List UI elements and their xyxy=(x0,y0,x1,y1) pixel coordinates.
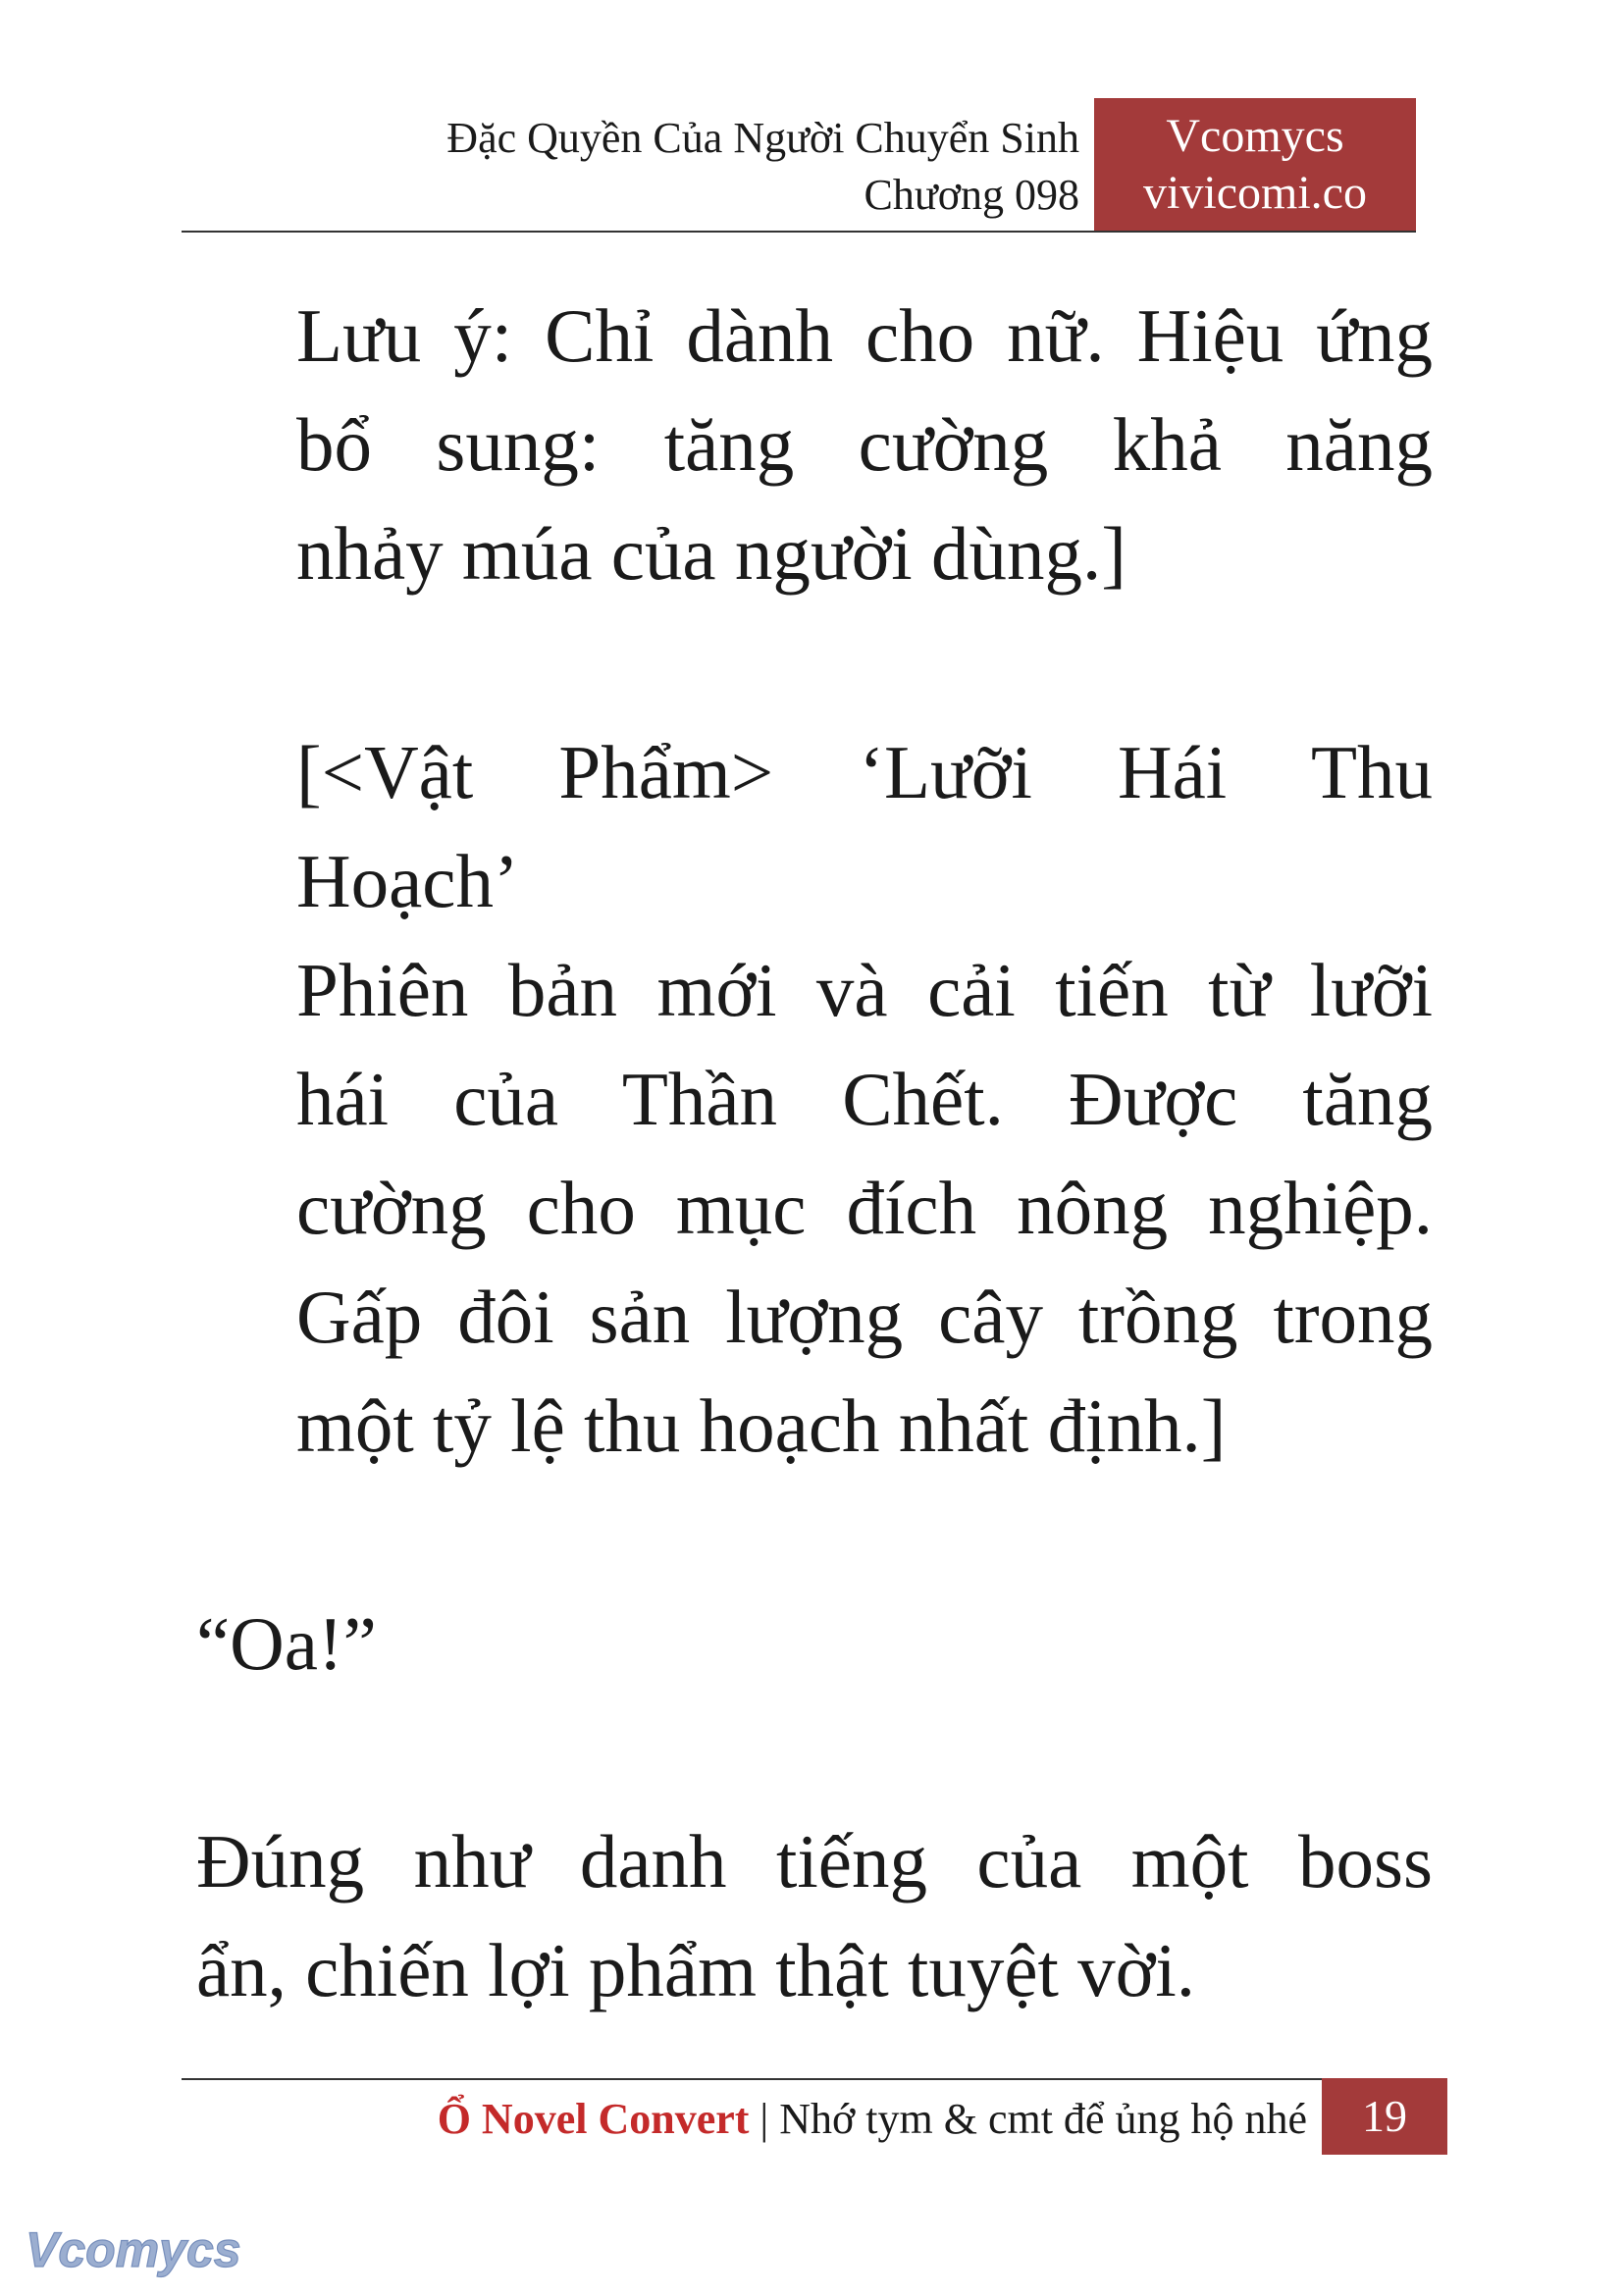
text-line: [<Vật Phẩm> ‘Lưỡi Hái Thu xyxy=(296,730,1433,814)
page-number: 19 xyxy=(1322,2078,1447,2155)
footer-message: Nhớ tym & cmt để ủng hộ nhé xyxy=(779,2095,1307,2143)
text-line: một tỷ lệ thu hoạch nhất định.] xyxy=(296,1383,1227,1468)
footer xyxy=(182,2090,1307,2149)
text-line: ẩn, chiến lợi phẩm thật tuyệt vời. xyxy=(196,1928,1196,2012)
text-line: cường cho mục đích nông nghiệp. xyxy=(296,1166,1433,1250)
text-line: bổ sung: tăng cường khả năng xyxy=(296,402,1433,487)
text-line: Gấp đôi sản lượng cây trồng trong xyxy=(296,1275,1433,1359)
paragraph-note xyxy=(296,282,1433,608)
source-badge xyxy=(1094,98,1416,232)
source-badge-site: vivicomi.co xyxy=(1143,167,1367,219)
vcomycs-logo-watermark xyxy=(22,2219,257,2280)
text-line: Lưu ý: Chỉ dành cho nữ. Hiệu ứng xyxy=(296,293,1433,378)
paragraph-narration xyxy=(196,1807,1433,2025)
book-title: Đặc Quyền Của Người Chuyển Sinh xyxy=(446,114,1079,162)
header-divider xyxy=(182,231,1416,233)
source-badge-name: Vcomycs xyxy=(1166,110,1344,162)
text-line: “Oa!” xyxy=(196,1601,377,1686)
text-line: hái của Thần Chết. Được tăng xyxy=(296,1057,1433,1141)
footer-separator: | xyxy=(749,2095,780,2143)
chapter-label: Chương 098 xyxy=(864,171,1079,219)
watermark-text: Vcomycs xyxy=(26,2222,241,2277)
footer-brand: Ổ Novel Convert xyxy=(437,2095,750,2143)
paragraph-item-name xyxy=(296,718,1433,936)
footer-divider xyxy=(182,2078,1322,2080)
text-line: Đúng như danh tiếng của một boss xyxy=(196,1819,1433,1904)
paragraph-exclamation xyxy=(196,1590,1433,1698)
paragraph-item-description xyxy=(296,936,1433,1481)
running-header xyxy=(196,110,1079,224)
text-line: nhảy múa của người dùng.] xyxy=(296,511,1126,596)
text-line: Hoạch’ xyxy=(296,839,519,923)
text-line: Phiên bản mới và cải tiến từ lưỡi xyxy=(296,948,1433,1032)
